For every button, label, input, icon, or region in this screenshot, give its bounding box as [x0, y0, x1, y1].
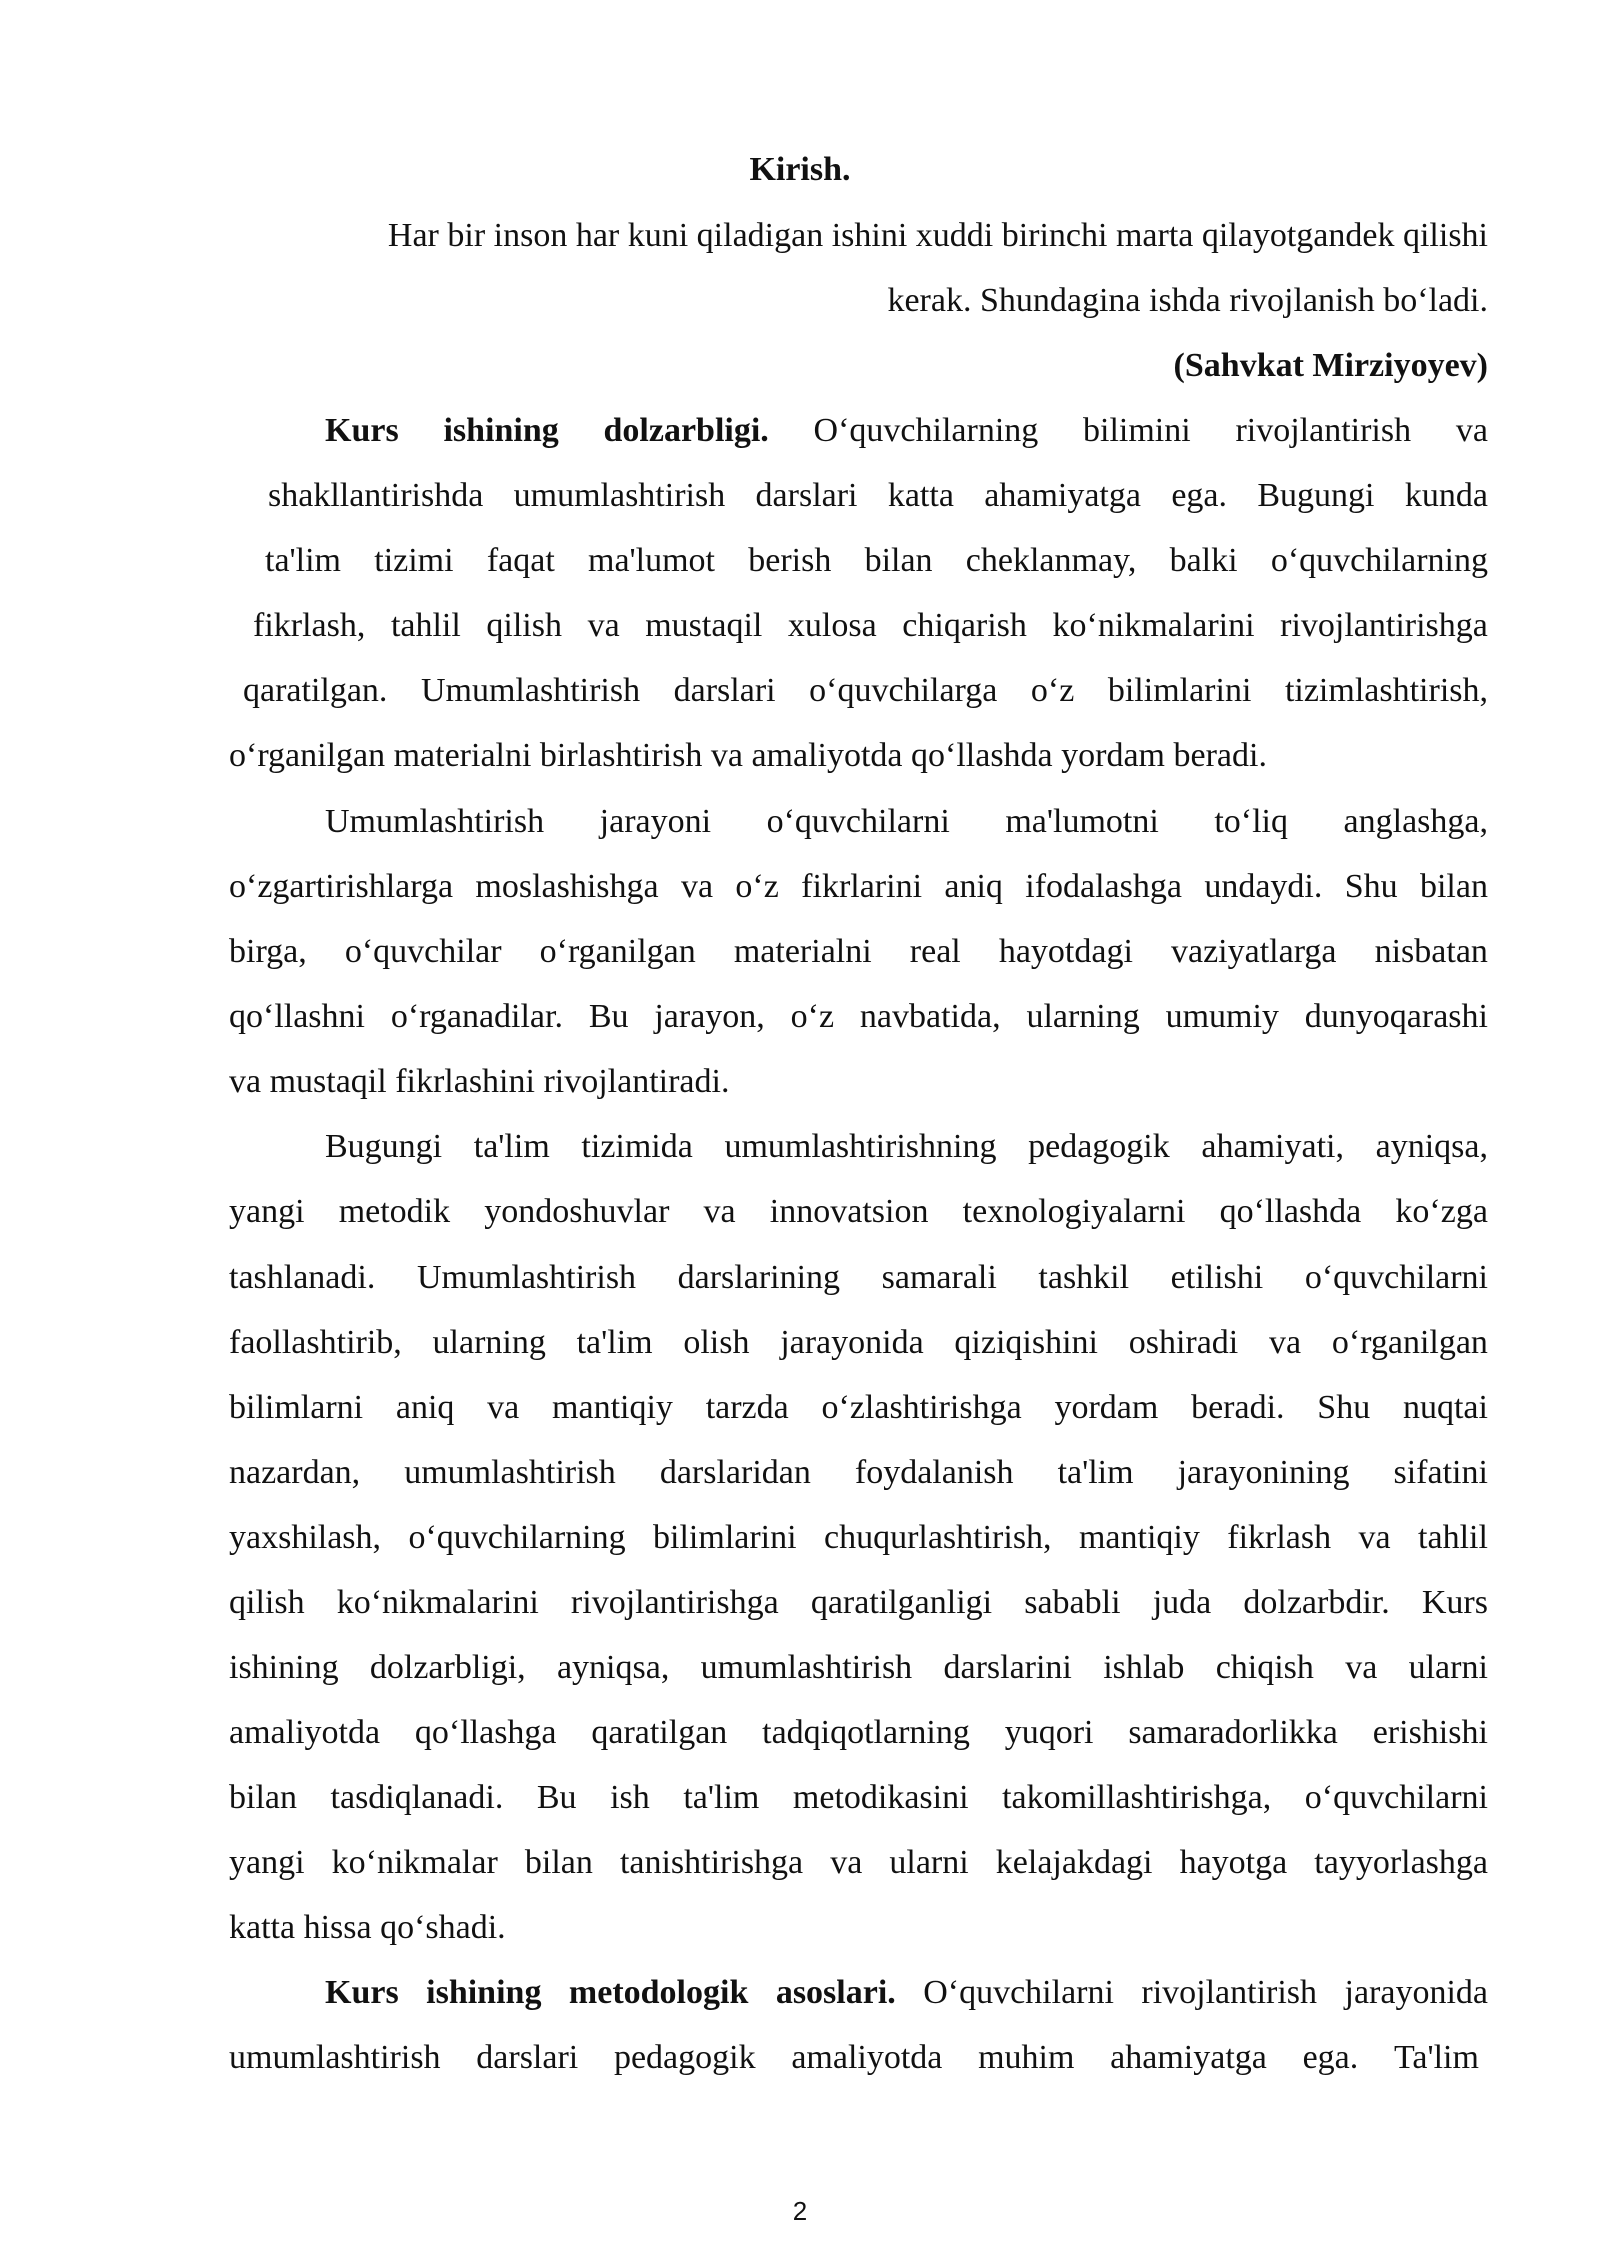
paragraph-1-line-6: oʻrganilgan materialni birlashtirish va amaliyotda qoʻllashda yordam beradi.	[229, 737, 1267, 774]
word: oʻquvchilarga	[809, 672, 998, 709]
word: Umumlashtirish	[420, 672, 641, 709]
word: bilimlarini	[653, 1519, 797, 1556]
word: qoʻllashga	[414, 1714, 557, 1751]
word: kelajakdagi	[995, 1844, 1153, 1881]
paragraph-3-line-6	[229, 1451, 1488, 1495]
word: oʻquvchilarning	[408, 1519, 626, 1556]
word: va	[487, 1389, 520, 1426]
word: ega.	[1171, 477, 1227, 514]
word: fikrlash,	[253, 607, 366, 644]
paragraph-lead-word: Kurs	[325, 412, 399, 449]
word: darslari	[673, 672, 776, 709]
word: va	[680, 868, 714, 905]
word: yondoshuvlar	[484, 1193, 670, 1230]
word: ta'lim	[576, 1324, 653, 1361]
word: juda	[1152, 1584, 1212, 1621]
word: real	[909, 933, 961, 970]
word: nisbatan	[1374, 933, 1488, 970]
word: erishishi	[1372, 1714, 1488, 1751]
word: samaradorlikka	[1128, 1714, 1338, 1751]
paragraph-2-line-2	[229, 865, 1488, 909]
word: rivojlantirish	[1141, 1974, 1318, 2011]
word: katta	[887, 477, 954, 514]
word: va	[703, 1193, 736, 1230]
paragraph-3-line-11	[229, 1776, 1488, 1820]
word: darslarining	[677, 1259, 841, 1296]
word: oʻquvchilarni	[1304, 1779, 1488, 1816]
word: cheklanmay,	[965, 542, 1137, 579]
word: qaratilgan.	[243, 672, 388, 709]
paragraph-3-line-13: katta hissa qoʻshadi.	[229, 1909, 506, 1946]
word: yangi	[229, 1193, 305, 1230]
word: tashkil	[1038, 1259, 1130, 1296]
word: muhim	[978, 2039, 1075, 2076]
word: yangi	[229, 1844, 305, 1881]
word: ishining	[229, 1649, 339, 1686]
word: toʻliq	[1214, 803, 1288, 840]
word: aniq	[395, 1389, 455, 1426]
word: xulosa	[787, 607, 877, 644]
word: jarayonida	[780, 1324, 924, 1361]
word: va	[1358, 1519, 1391, 1556]
word: ta'lim	[473, 1128, 550, 1165]
word: tayyorlashga	[1314, 1844, 1488, 1881]
word: koʻnikmalar	[331, 1844, 498, 1881]
word: koʻnikmalarini	[1052, 607, 1255, 644]
word: beradi.	[1191, 1389, 1285, 1426]
paragraph-1-line-5	[243, 669, 1488, 713]
paragraph-2-line-3	[229, 930, 1488, 974]
paragraph-1-line-3	[265, 539, 1488, 583]
word: ta'lim	[1057, 1454, 1134, 1491]
word: bilimlarini	[1107, 672, 1252, 709]
word: aniq	[944, 868, 1003, 905]
word: pedagogik	[613, 2039, 756, 2076]
word: qoʻllashni	[229, 998, 365, 1035]
word: rivojlantirishga	[1280, 607, 1488, 644]
paragraph-lead-word: metodologik	[568, 1974, 749, 2011]
word: Bugungi	[325, 1128, 443, 1165]
word: bilimini	[1083, 412, 1191, 449]
word: faollashtirib,	[229, 1324, 402, 1361]
word: oʻz	[1030, 672, 1075, 709]
word: umumlashtirish	[513, 477, 726, 514]
word: umumlashtirish	[404, 1454, 616, 1491]
word: sababli	[1024, 1584, 1121, 1621]
paragraph-lead-word: ishining	[443, 412, 559, 449]
word: qaratilgan	[591, 1714, 728, 1751]
paragraph-3-line-2	[229, 1190, 1488, 1234]
word: Bugungi	[1257, 477, 1375, 514]
paragraph-lead-word: asoslari.	[775, 1974, 896, 2011]
word: Kurs	[1421, 1584, 1488, 1621]
word: Shu	[1344, 868, 1398, 905]
word: qilish	[486, 607, 562, 644]
word: chuqurlashtirish,	[823, 1519, 1052, 1556]
word: anglashga,	[1343, 803, 1488, 840]
word: darslaridan	[659, 1454, 811, 1491]
word: ish	[610, 1779, 650, 1816]
paragraph-2-line-5: va mustaqil fikrlashini rivojlantiradi.	[229, 1063, 730, 1100]
word: yaxshilash,	[229, 1519, 382, 1556]
word: materialni	[733, 933, 872, 970]
word: oʻrganilgan	[539, 933, 696, 970]
section-title: Kirish.	[749, 151, 851, 188]
word: berish	[748, 542, 832, 579]
word: umumlashtirishning	[724, 1128, 997, 1165]
paragraph-3-line-5	[229, 1386, 1488, 1430]
word: navbatida,	[859, 998, 1001, 1035]
word: chiqarish	[902, 607, 1027, 644]
word: tadqiqotlarning	[762, 1714, 970, 1751]
paragraph-3-line-3	[229, 1256, 1488, 1300]
word: umumlashtirish	[229, 2039, 441, 2076]
word: pedagogik	[1028, 1128, 1170, 1165]
word: mustaqil	[645, 607, 763, 644]
word: oʻrganadilar.	[390, 998, 563, 1035]
word: bilan	[864, 542, 933, 579]
word: fikrlash	[1227, 1519, 1332, 1556]
word: oʻzgartirishlarga	[229, 868, 454, 905]
word: va	[587, 607, 620, 644]
paragraph-1-line-1	[325, 409, 1488, 453]
paragraph-2-line-1	[325, 800, 1488, 844]
word: va	[830, 1844, 863, 1881]
word: bilan	[229, 1779, 297, 1816]
paragraph-lead-word: dolzarbligi.	[603, 412, 769, 449]
word: tizimi	[374, 542, 454, 579]
word: chiqish	[1215, 1649, 1314, 1686]
word: dolzarbligi,	[369, 1649, 526, 1686]
word: metodikasini	[792, 1779, 969, 1816]
word: faqat	[486, 542, 555, 579]
word: Umumlashtirish	[416, 1259, 637, 1296]
word: qilish	[229, 1584, 305, 1621]
word: oʻrganilgan	[1331, 1324, 1488, 1361]
word: jarayon,	[654, 998, 765, 1035]
word: yuqori	[1004, 1714, 1094, 1751]
word: samarali	[881, 1259, 997, 1296]
word: ma'lumotni	[1005, 803, 1159, 840]
word: darslari	[476, 2039, 579, 2076]
word: darslarini	[943, 1649, 1072, 1686]
word: Bu	[536, 1779, 577, 1816]
paragraph-3-line-7	[229, 1516, 1488, 1560]
word: ishlab	[1103, 1649, 1185, 1686]
word: amaliyotda	[229, 1714, 381, 1751]
word: bilan	[524, 1844, 593, 1881]
word: balki	[1169, 542, 1238, 579]
word: moslashishga	[475, 868, 659, 905]
paragraph-3-line-1	[325, 1125, 1488, 1169]
word: oʻquvchilarning	[1270, 542, 1488, 579]
word: tasdiqlanadi.	[330, 1779, 504, 1816]
word: amaliyotda	[791, 2039, 943, 2076]
paragraph-1-line-4	[253, 604, 1488, 648]
word: jarayoni	[599, 803, 712, 840]
word: ayniqsa,	[556, 1649, 670, 1686]
word: tahlil	[390, 607, 461, 644]
epigraph-line-1: Har bir inson har kuni qiladigan ishini xuddi birinchi marta qilayotgandek qilishi	[387, 217, 1488, 254]
word: tizimlashtirish,	[1284, 672, 1488, 709]
word: dolzarbdir.	[1243, 1584, 1390, 1621]
word: yordam	[1054, 1389, 1159, 1426]
word: Shu	[1317, 1389, 1371, 1426]
word: bilan	[1419, 868, 1488, 905]
word: ularning	[1026, 998, 1140, 1035]
word: shakllantirishda	[268, 477, 484, 514]
page-number: 2	[792, 2196, 808, 2226]
word: texnologiyalarni	[962, 1193, 1186, 1230]
word: dunyoqarashi	[1304, 998, 1488, 1035]
word: jarayonida	[1344, 1974, 1488, 2011]
word: va	[1269, 1324, 1302, 1361]
word: oʻquvchilarni	[766, 803, 950, 840]
word: sifatini	[1393, 1454, 1488, 1491]
word: takomillashtirishga,	[1002, 1779, 1272, 1816]
paragraph-3-line-8	[229, 1581, 1488, 1625]
word: metodik	[338, 1193, 451, 1230]
paragraph-1-line-2	[268, 474, 1488, 518]
word: nuqtai	[1402, 1389, 1488, 1426]
word: birga,	[229, 933, 307, 970]
word: fikrlarini	[801, 868, 923, 905]
word: ta'lim	[683, 1779, 760, 1816]
word: tizimida	[581, 1128, 693, 1165]
word: darslari	[755, 477, 858, 514]
word: etilishi	[1170, 1259, 1264, 1296]
word: ifodalashga	[1025, 868, 1182, 905]
word: umumlashtirish	[700, 1649, 913, 1686]
word: innovatsion	[769, 1193, 929, 1230]
paragraph-lead-word: Kurs	[325, 1974, 399, 2011]
paragraph-3-line-9	[229, 1646, 1488, 1690]
word: rivojlantirish	[1235, 412, 1412, 449]
paragraph-4-line-2	[229, 2036, 1479, 2080]
word: ularning	[432, 1324, 546, 1361]
paragraph-4-line-1	[325, 1971, 1488, 2015]
word: ahamiyatga	[1110, 2039, 1267, 2076]
word: ta'lim	[265, 542, 342, 579]
word: ega.	[1302, 2039, 1359, 2076]
word: koʻnikmalarini	[336, 1584, 539, 1621]
word: koʻzga	[1395, 1193, 1488, 1230]
word: nazardan,	[229, 1454, 361, 1491]
word: oʻzlashtirishga	[821, 1389, 1022, 1426]
word: ma'lumot	[588, 542, 716, 579]
word: olish	[683, 1324, 750, 1361]
epigraph-line-2: kerak. Shundagina ishda rivojlanish boʻladi.	[887, 282, 1488, 319]
word: undaydi.	[1204, 868, 1323, 905]
word: foydalanish	[854, 1454, 1014, 1491]
word: Umumlashtirish	[325, 803, 545, 840]
word: oʻquvchilar	[344, 933, 502, 970]
word: tashlanadi.	[229, 1259, 376, 1296]
word: mantiqiy	[552, 1389, 673, 1426]
word: ularni	[1408, 1649, 1488, 1686]
word: Oʻquvchilarni	[923, 1974, 1114, 2011]
word: hayotga	[1179, 1844, 1288, 1881]
word: ayniqsa,	[1375, 1128, 1488, 1165]
paragraph-3-line-4	[229, 1321, 1488, 1365]
word: hayotdagi	[998, 933, 1133, 970]
paragraph-3-line-12	[229, 1841, 1488, 1885]
word: vaziyatlarga	[1171, 933, 1337, 970]
word: Bu	[588, 998, 629, 1035]
word: va	[1345, 1649, 1378, 1686]
word: Ta'lim	[1393, 2039, 1479, 2076]
paragraph-3-line-10	[229, 1711, 1488, 1755]
word: qiziqishini	[954, 1324, 1098, 1361]
word: rivojlantirishga	[570, 1584, 779, 1621]
word: tarzda	[705, 1389, 789, 1426]
word: oʻz	[735, 868, 779, 905]
word: va	[1455, 412, 1488, 449]
word: mantiqiy	[1078, 1519, 1200, 1556]
epigraph-author: (Sahvkat Mirziyoyev)	[1173, 347, 1488, 384]
word: tanishtirishga	[619, 1844, 804, 1881]
word: Oʻquvchilarning	[813, 412, 1039, 449]
word: ularni	[889, 1844, 969, 1881]
word: umumiy	[1165, 998, 1279, 1035]
word: qoʻllashda	[1219, 1193, 1362, 1230]
word: bilimlarni	[229, 1389, 364, 1426]
paragraph-lead-word: ishining	[426, 1974, 542, 2011]
word: qaratilganligi	[810, 1584, 993, 1621]
paragraph-2-line-4	[229, 995, 1488, 1039]
word: jarayonining	[1177, 1454, 1350, 1491]
word: oʻz	[790, 998, 835, 1035]
word: tahlil	[1418, 1519, 1488, 1556]
word: kunda	[1404, 477, 1488, 514]
word: oshiradi	[1128, 1324, 1239, 1361]
word: ahamiyati,	[1201, 1128, 1344, 1165]
word: ahamiyatga	[984, 477, 1141, 514]
word: oʻquvchilarni	[1304, 1259, 1488, 1296]
